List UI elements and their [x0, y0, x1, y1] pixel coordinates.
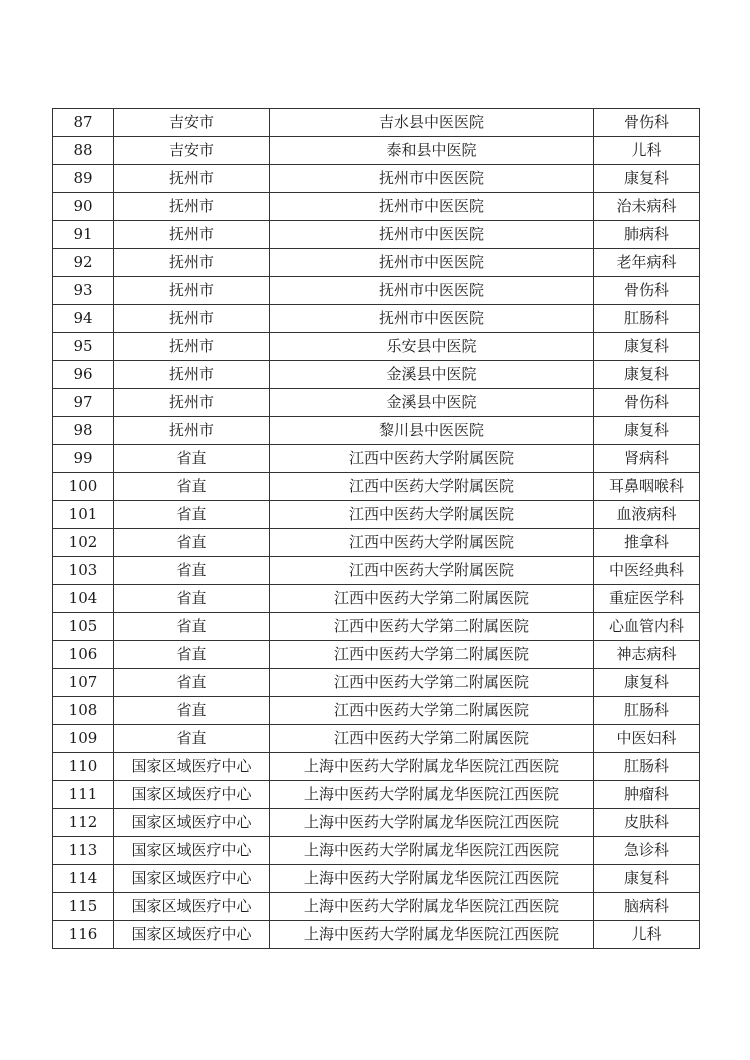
hospital-cell: 黎川县中医医院 — [270, 417, 594, 445]
department-cell: 康复科 — [594, 333, 700, 361]
hospital-cell: 金溪县中医院 — [270, 361, 594, 389]
hospital-cell: 江西中医药大学第二附属医院 — [270, 669, 594, 697]
hospital-cell: 金溪县中医院 — [270, 389, 594, 417]
hospital-cell: 乐安县中医院 — [270, 333, 594, 361]
row-number-cell: 91 — [53, 221, 114, 249]
table-row — [53, 333, 700, 361]
city-cell: 抚州市 — [114, 305, 270, 333]
hospital-cell: 吉水县中医医院 — [270, 109, 594, 137]
table-row — [53, 809, 700, 837]
department-cell: 肿瘤科 — [594, 781, 700, 809]
table-row — [53, 137, 700, 165]
department-cell: 老年病科 — [594, 249, 700, 277]
table-row — [53, 389, 700, 417]
row-number-cell: 110 — [53, 753, 114, 781]
row-number-cell: 105 — [53, 613, 114, 641]
row-number-cell: 116 — [53, 921, 114, 949]
row-number-cell: 96 — [53, 361, 114, 389]
department-cell: 中医经典科 — [594, 557, 700, 585]
city-cell: 国家区域医疗中心 — [114, 781, 270, 809]
hospital-cell: 上海中医药大学附属龙华医院江西医院 — [270, 837, 594, 865]
row-number-cell: 112 — [53, 809, 114, 837]
department-cell: 骨伤科 — [594, 109, 700, 137]
row-number-cell: 93 — [53, 277, 114, 305]
row-number-cell: 108 — [53, 697, 114, 725]
hospital-cell: 江西中医药大学第二附属医院 — [270, 613, 594, 641]
table-row — [53, 865, 700, 893]
department-cell: 血液病科 — [594, 501, 700, 529]
department-cell: 康复科 — [594, 417, 700, 445]
table-row — [53, 361, 700, 389]
table-row — [53, 557, 700, 585]
table-body — [53, 109, 700, 949]
hospital-cell: 江西中医药大学附属医院 — [270, 529, 594, 557]
row-number-cell: 113 — [53, 837, 114, 865]
hospital-cell: 江西中医药大学第二附属医院 — [270, 641, 594, 669]
department-cell: 康复科 — [594, 865, 700, 893]
city-cell: 抚州市 — [114, 417, 270, 445]
table-row — [53, 837, 700, 865]
table-row — [53, 165, 700, 193]
row-number-cell: 92 — [53, 249, 114, 277]
row-number-cell: 109 — [53, 725, 114, 753]
hospital-cell: 江西中医药大学第二附属医院 — [270, 585, 594, 613]
hospital-cell: 上海中医药大学附属龙华医院江西医院 — [270, 809, 594, 837]
row-number-cell: 87 — [53, 109, 114, 137]
table-row — [53, 417, 700, 445]
table-row — [53, 305, 700, 333]
table-row — [53, 921, 700, 949]
hospital-cell: 抚州市中医医院 — [270, 193, 594, 221]
city-cell: 省直 — [114, 501, 270, 529]
city-cell: 国家区域医疗中心 — [114, 893, 270, 921]
department-cell: 重症医学科 — [594, 585, 700, 613]
city-cell: 抚州市 — [114, 165, 270, 193]
city-cell: 国家区域医疗中心 — [114, 921, 270, 949]
hospital-cell: 抚州市中医医院 — [270, 249, 594, 277]
city-cell: 省直 — [114, 641, 270, 669]
table-row — [53, 529, 700, 557]
table-row — [53, 473, 700, 501]
row-number-cell: 90 — [53, 193, 114, 221]
department-cell: 儿科 — [594, 921, 700, 949]
department-cell: 儿科 — [594, 137, 700, 165]
department-cell: 急诊科 — [594, 837, 700, 865]
hospital-cell: 抚州市中医医院 — [270, 277, 594, 305]
table-row — [53, 697, 700, 725]
hospital-department-table — [52, 108, 700, 949]
department-cell: 康复科 — [594, 361, 700, 389]
city-cell: 国家区域医疗中心 — [114, 809, 270, 837]
table-row — [53, 249, 700, 277]
city-cell: 抚州市 — [114, 333, 270, 361]
city-cell: 国家区域医疗中心 — [114, 865, 270, 893]
table-row — [53, 781, 700, 809]
department-cell: 肺病科 — [594, 221, 700, 249]
city-cell: 抚州市 — [114, 249, 270, 277]
row-number-cell: 103 — [53, 557, 114, 585]
hospital-cell: 江西中医药大学第二附属医院 — [270, 697, 594, 725]
city-cell: 省直 — [114, 529, 270, 557]
table-row — [53, 725, 700, 753]
department-cell: 康复科 — [594, 669, 700, 697]
hospital-cell: 江西中医药大学附属医院 — [270, 557, 594, 585]
hospital-cell: 上海中医药大学附属龙华医院江西医院 — [270, 921, 594, 949]
hospital-cell: 江西中医药大学附属医院 — [270, 473, 594, 501]
document-page — [52, 108, 699, 949]
table-row — [53, 753, 700, 781]
row-number-cell: 115 — [53, 893, 114, 921]
department-cell: 骨伤科 — [594, 277, 700, 305]
city-cell: 省直 — [114, 585, 270, 613]
row-number-cell: 89 — [53, 165, 114, 193]
city-cell: 抚州市 — [114, 389, 270, 417]
table-row — [53, 613, 700, 641]
row-number-cell: 97 — [53, 389, 114, 417]
city-cell: 抚州市 — [114, 221, 270, 249]
row-number-cell: 98 — [53, 417, 114, 445]
department-cell: 治未病科 — [594, 193, 700, 221]
row-number-cell: 107 — [53, 669, 114, 697]
city-cell: 省直 — [114, 669, 270, 697]
hospital-cell: 泰和县中医院 — [270, 137, 594, 165]
table-row — [53, 893, 700, 921]
city-cell: 国家区域医疗中心 — [114, 753, 270, 781]
city-cell: 吉安市 — [114, 137, 270, 165]
hospital-cell: 上海中医药大学附属龙华医院江西医院 — [270, 893, 594, 921]
row-number-cell: 101 — [53, 501, 114, 529]
city-cell: 抚州市 — [114, 193, 270, 221]
row-number-cell: 94 — [53, 305, 114, 333]
city-cell: 省直 — [114, 697, 270, 725]
city-cell: 省直 — [114, 725, 270, 753]
table-row — [53, 445, 700, 473]
row-number-cell: 100 — [53, 473, 114, 501]
city-cell: 省直 — [114, 613, 270, 641]
table-row — [53, 501, 700, 529]
row-number-cell: 95 — [53, 333, 114, 361]
department-cell: 康复科 — [594, 165, 700, 193]
city-cell: 国家区域医疗中心 — [114, 837, 270, 865]
table-row — [53, 193, 700, 221]
row-number-cell: 111 — [53, 781, 114, 809]
department-cell: 心血管内科 — [594, 613, 700, 641]
hospital-cell: 抚州市中医医院 — [270, 305, 594, 333]
table-row — [53, 585, 700, 613]
hospital-cell: 上海中医药大学附属龙华医院江西医院 — [270, 781, 594, 809]
hospital-cell: 上海中医药大学附属龙华医院江西医院 — [270, 753, 594, 781]
table-row — [53, 669, 700, 697]
row-number-cell: 114 — [53, 865, 114, 893]
row-number-cell: 104 — [53, 585, 114, 613]
department-cell: 皮肤科 — [594, 809, 700, 837]
hospital-cell: 江西中医药大学附属医院 — [270, 501, 594, 529]
row-number-cell: 106 — [53, 641, 114, 669]
row-number-cell: 99 — [53, 445, 114, 473]
department-cell: 肛肠科 — [594, 305, 700, 333]
hospital-cell: 抚州市中医医院 — [270, 221, 594, 249]
city-cell: 吉安市 — [114, 109, 270, 137]
city-cell: 抚州市 — [114, 361, 270, 389]
hospital-cell: 抚州市中医医院 — [270, 165, 594, 193]
department-cell: 肛肠科 — [594, 753, 700, 781]
city-cell: 省直 — [114, 557, 270, 585]
table-row — [53, 641, 700, 669]
table-row — [53, 109, 700, 137]
department-cell: 推拿科 — [594, 529, 700, 557]
table-row — [53, 221, 700, 249]
department-cell: 肾病科 — [594, 445, 700, 473]
hospital-cell: 江西中医药大学第二附属医院 — [270, 725, 594, 753]
city-cell: 省直 — [114, 445, 270, 473]
department-cell: 骨伤科 — [594, 389, 700, 417]
row-number-cell: 102 — [53, 529, 114, 557]
table-row — [53, 277, 700, 305]
city-cell: 抚州市 — [114, 277, 270, 305]
department-cell: 耳鼻咽喉科 — [594, 473, 700, 501]
department-cell: 中医妇科 — [594, 725, 700, 753]
city-cell: 省直 — [114, 473, 270, 501]
hospital-cell: 江西中医药大学附属医院 — [270, 445, 594, 473]
row-number-cell: 88 — [53, 137, 114, 165]
department-cell: 神志病科 — [594, 641, 700, 669]
department-cell: 肛肠科 — [594, 697, 700, 725]
department-cell: 脑病科 — [594, 893, 700, 921]
hospital-cell: 上海中医药大学附属龙华医院江西医院 — [270, 865, 594, 893]
